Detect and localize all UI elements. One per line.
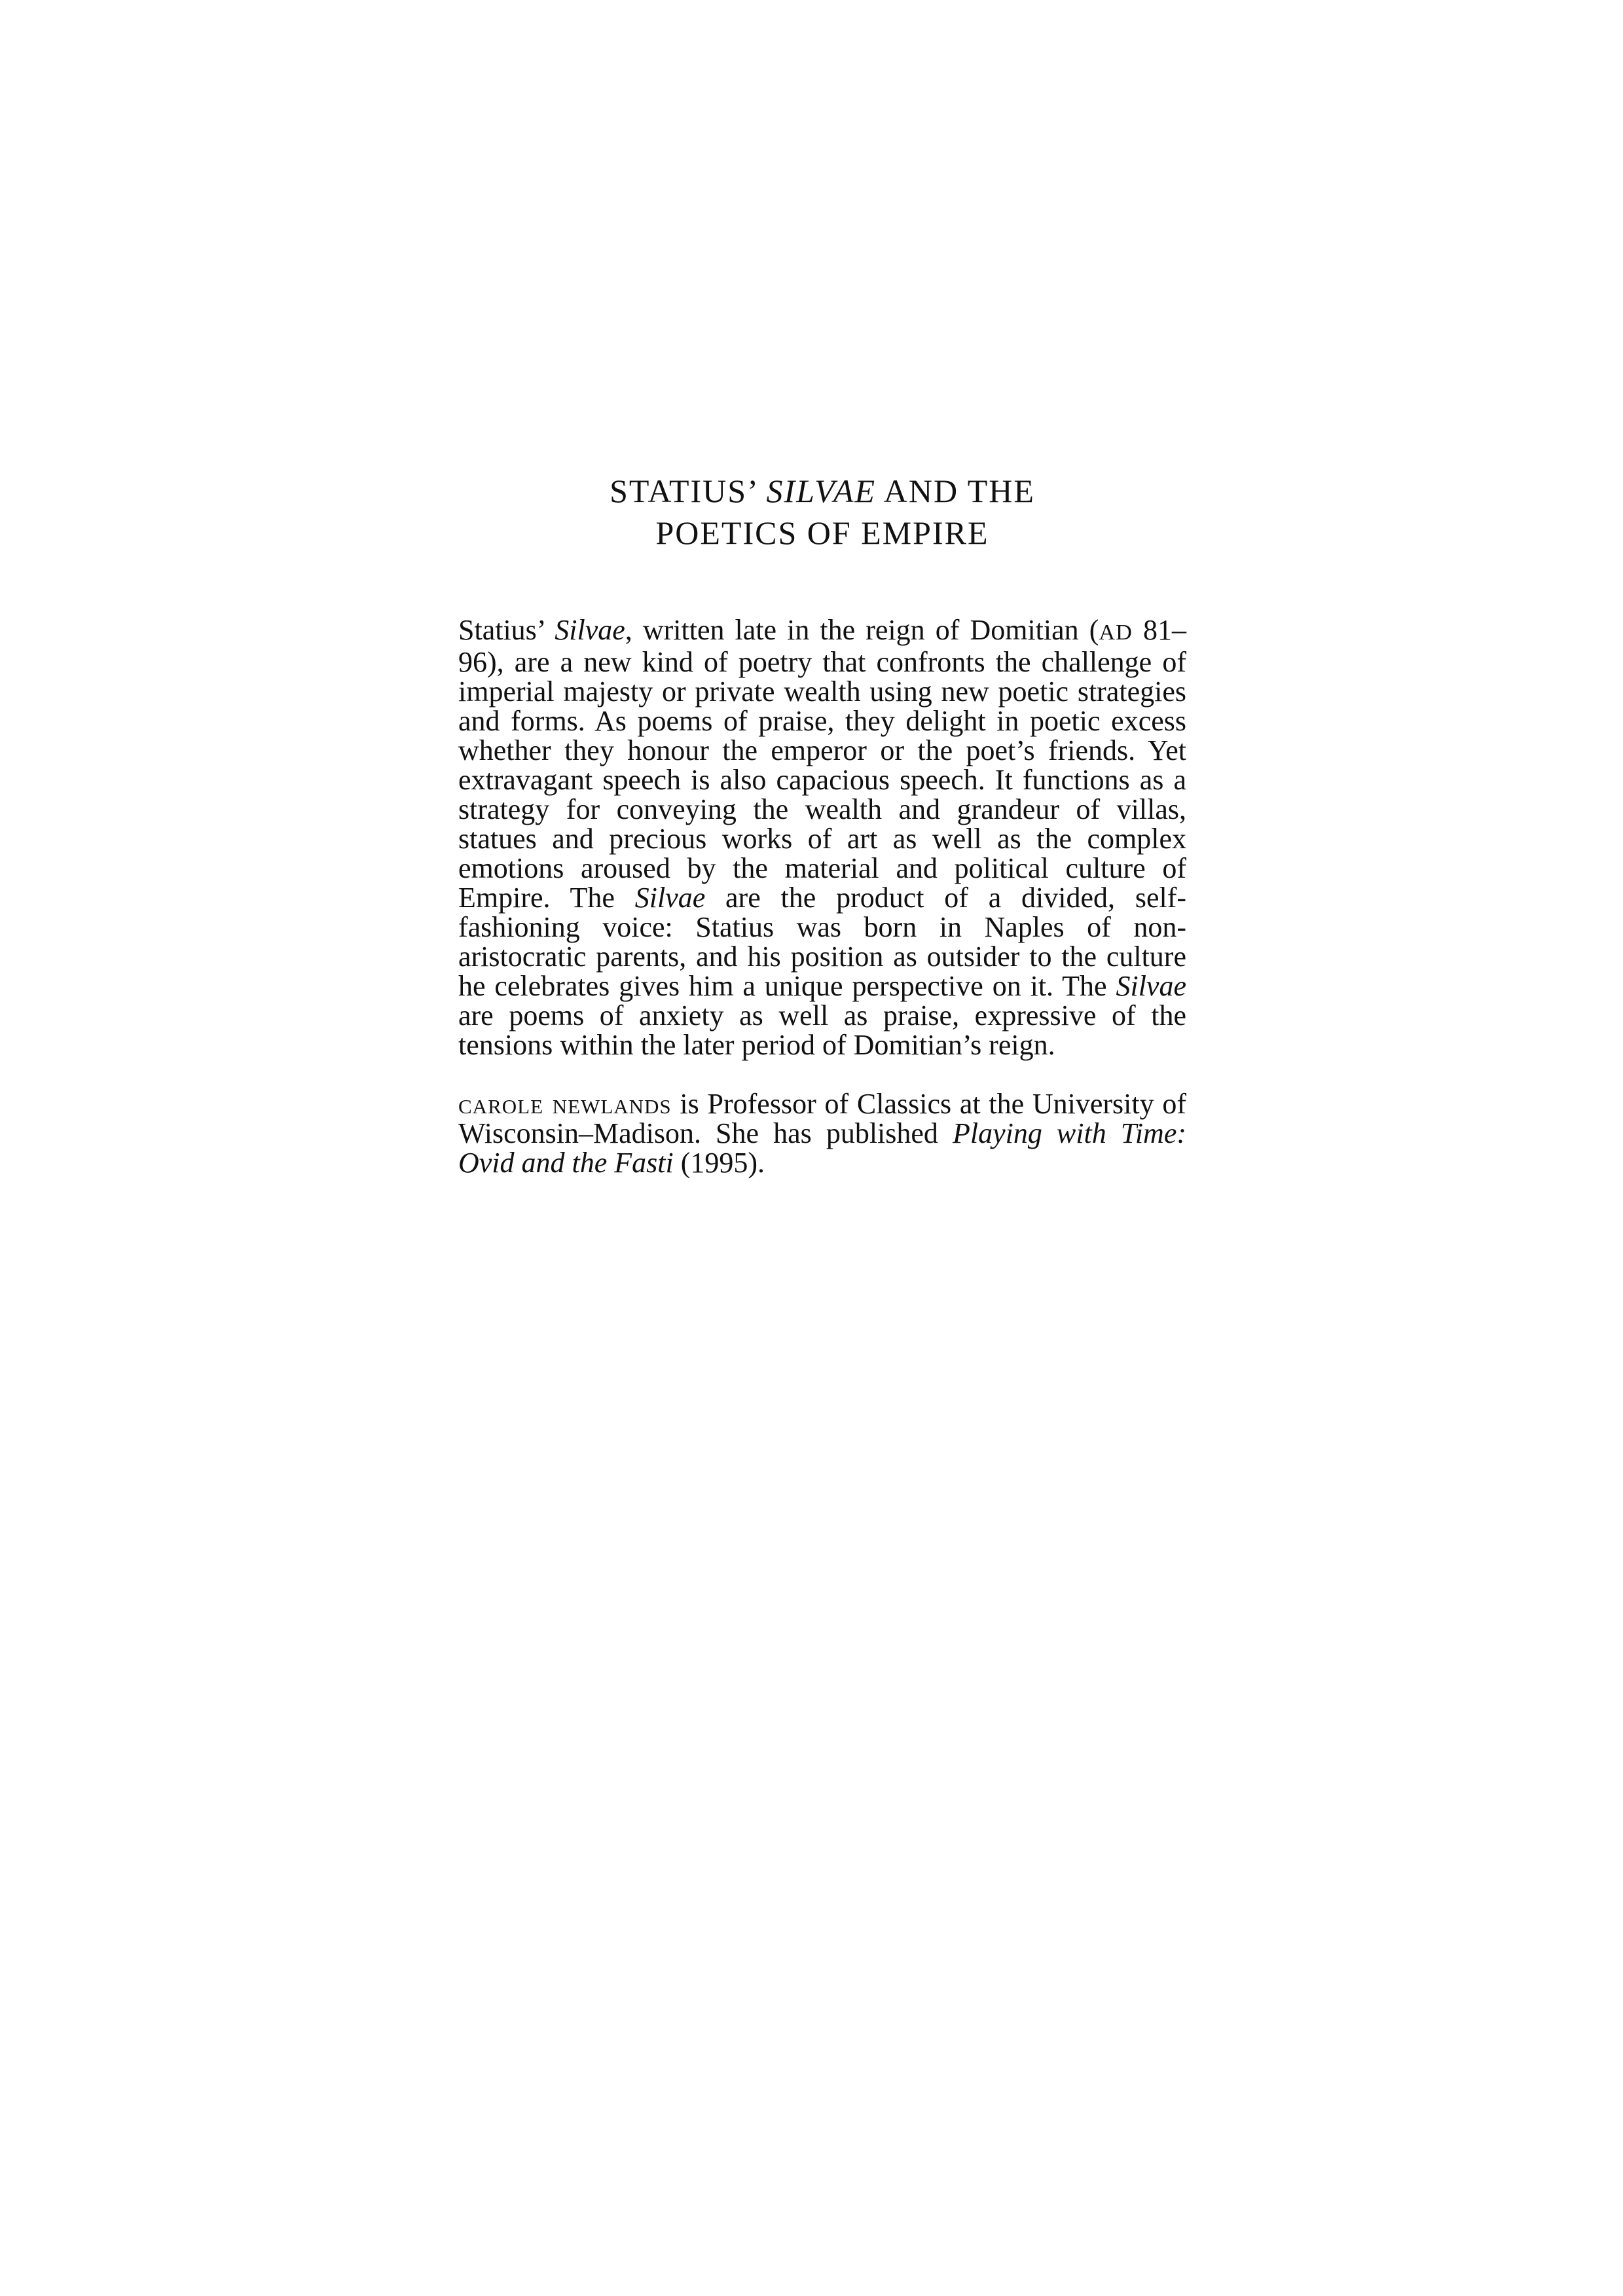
author-bio-paragraph [458, 1089, 1186, 1177]
abstract-text: Statius’ [458, 614, 555, 646]
author-name: carole newlands [458, 1088, 672, 1120]
bio-text: (1995). [673, 1147, 765, 1179]
abstract-text: , written late in the reign of Domitian ( [625, 614, 1099, 646]
bio-text: is Professor of Classics at the University of Wisconsin–Madison. She has published [458, 1088, 1186, 1149]
title-line-1 [458, 470, 1186, 512]
abstract-text: are poems of anxiety as well as praise, expressive of the tensions within the later period of Domitian’s reign. [458, 999, 1186, 1061]
book-title-italic: Playing with Time: Ovid and the Fasti [458, 1117, 1186, 1179]
title-part-1: STATIUS’ [610, 473, 767, 509]
title-part-3: AND THE [876, 473, 1035, 509]
book-title [458, 470, 1186, 554]
abstract-paragraph [458, 615, 1186, 1060]
abstract-text: 81–96), are a new kind of poetry that confronts the challenge of imperial majesty or private wealth using new poetic strategies and forms. As poems of praise, they delight in poetic excess whether they honour the emperor or the poet’s friends. Yet extravagant speech is also capacious speech. It functions as a strategy for conveying the wealth and grandeur of villas, statues and precious works of art as well as the complex emotions aroused by the material and political culture of Empire. The [458, 614, 1187, 914]
abstract-text: are the product of a divided, self-fashioning voice: Statius was born in Naples of non-aristocratic parents, and his position as outsider to the culture he celebrates gives him a unique perspective on it. The [458, 882, 1187, 1002]
title-line-2: POETICS OF EMPIRE [655, 514, 989, 551]
abstract-italic: Silvae [634, 882, 706, 914]
abstract-italic: Silvae [555, 614, 625, 646]
abstract-italic: Silvae [1116, 970, 1186, 1002]
text-block [458, 615, 1186, 1177]
era-abbreviation: AD [1099, 620, 1133, 645]
title-italic-silvae: SILVAE [766, 473, 877, 509]
